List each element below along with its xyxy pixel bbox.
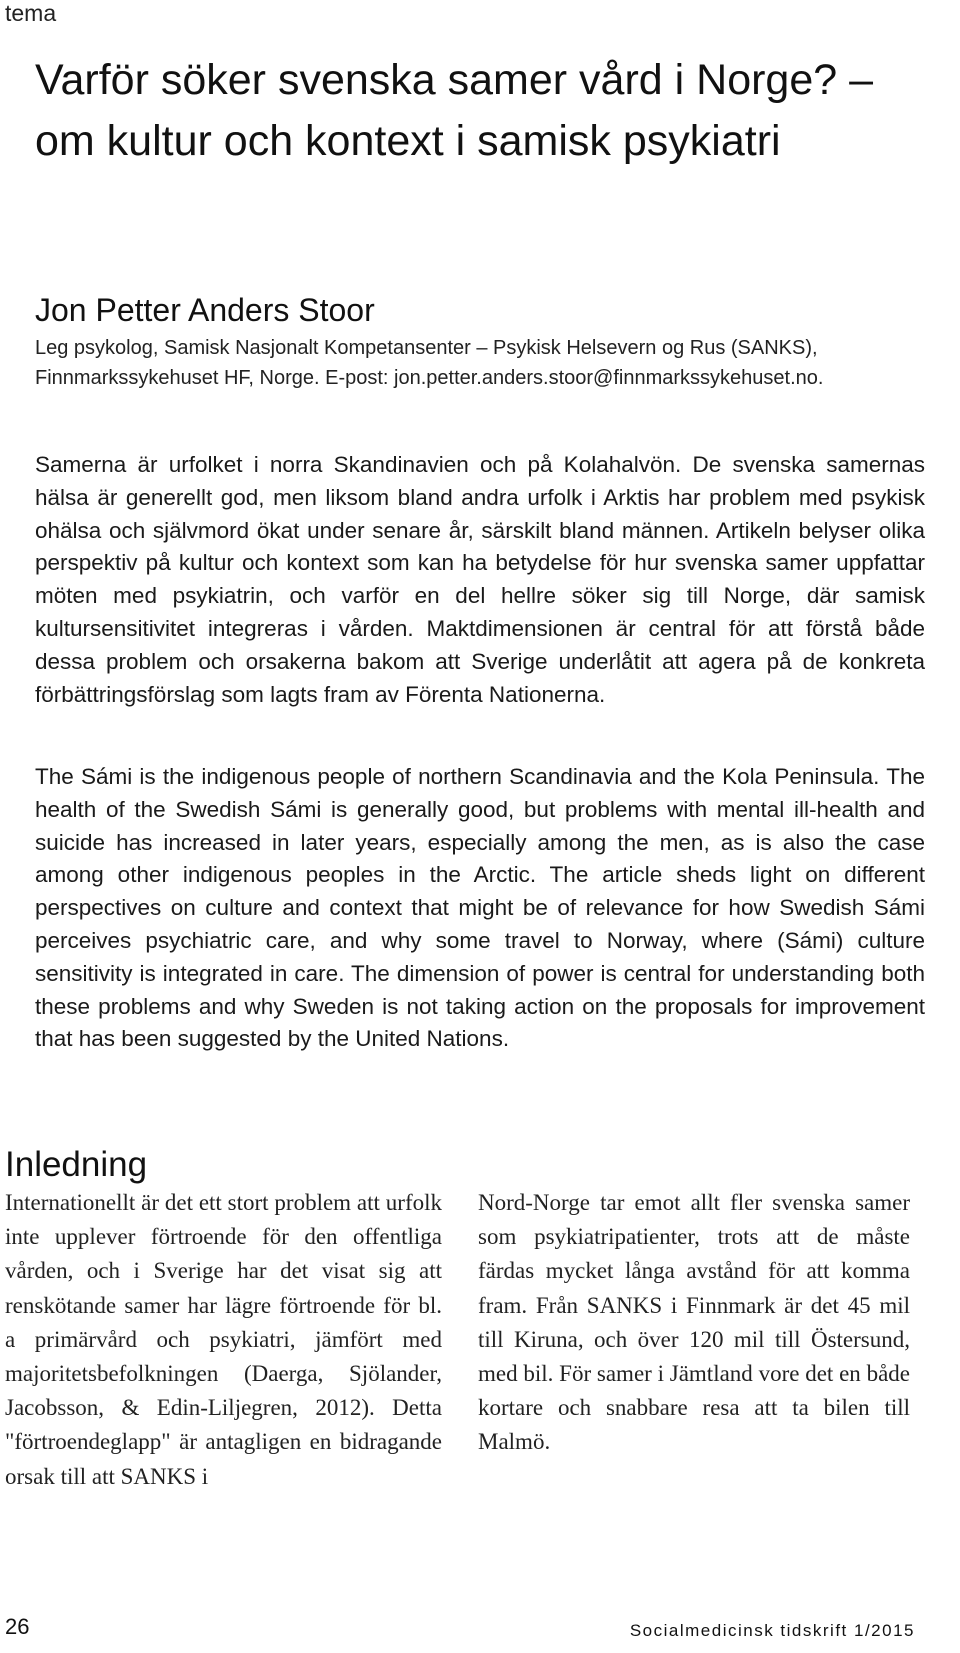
author-name: Jon Petter Anders Stoor <box>35 292 375 328</box>
journal-name: Socialmedicinsk tidskrift 1/2015 <box>629 1621 915 1640</box>
abstract-english: The Sámi is the indigenous people of northern Scandinavia and the Kola Peninsula. The health of the Swedish Sámi is generally good, but problems with mental ill-health and suicide has increased in later years, especially among the men, as is also the case among other indigenous peoples in the Arctic. The article sheds light on different perspectives on culture and context that might be of relevance for how Swedish Sámi perceives psychiatric care, and why some travel to Norway, where (Sámi) culture sensitivity is integrated in care. The dimension of power is central for understanding both these problems and why Sweden is not taking action on the proposals for improvement that has been suggested by the United Nations. <box>35 764 925 1052</box>
section-label: tema <box>5 0 57 26</box>
section-heading: Inledning <box>5 1145 148 1184</box>
abstract-swedish: Samerna är urfolket i norra Skandinavien och på Kolahalvön. De svenska samernas hälsa är generellt god, men liksom bland andra urfolk i Arktis har problem med psykisk ohälsa och självmord ökat under senare år, särskilt bland männen. Artikeln belyser olika perspektiv på kultur och kontext som kan ha betydelse för hur svenska samer uppfattar möten med psykiatrin, och varför en del hellre söker sig till Norge, där samisk kultursensitivitet integreras i vården. Maktdimensionen är central för att förstå både dessa problem och orsakerna bakom att Sverige underlåtit att agera på de konkreta förbättringsförslag som lagts fram av Förenta Nationerna. <box>35 452 925 707</box>
article-title: Varför söker svenska samer vård i Norge? – om kultur och kontext i samisk psykiatri <box>35 56 874 165</box>
page-number: 26 <box>5 1614 30 1639</box>
body-column-left: Internationellt är det ett stort problem att urfolk inte upplever förtroende för den offentliga vården, och i Sverige har det visat sig att renskötande samer har lägre förtroende för bl. a primärvård och psykiatri, jämfört med majoritetsbefolkningen (Daerga, Sjölander, Jacobsson, & Edin-Liljegren, 2012). Detta "förtroendeglapp" är antagligen en bidragande orsak till att SANKS i <box>5 1190 442 1489</box>
body-column-right: Nord-Norge tar emot allt fler svenska samer som psykiatripatienter, trots att de måste färdas mycket långa avstånd för att komma fram. Från SANKS i Finnmark är det 45 mil till Kiruna, och över 120 mil till Östersund, med bil. För samer i Jämtland vore det en både kortare och snabbare resa att ta bilen till Malmö. <box>478 1190 910 1455</box>
author-affiliation: Leg psykolog, Samisk Nasjonalt Kompetansenter – Psykisk Helsevern og Rus (SANKS), Finnmarkssykehuset HF, Norge. E-post: jon.petter.anders.stoor@finnmarkssykehuset.no. <box>35 337 824 389</box>
